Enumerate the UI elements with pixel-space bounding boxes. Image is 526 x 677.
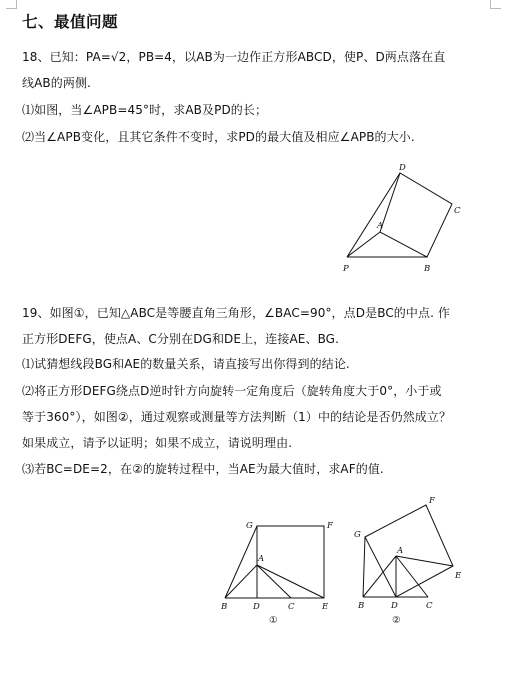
segment-bg (225, 526, 257, 598)
label-a: A (397, 546, 404, 556)
figure-caption-1: ① (269, 615, 278, 626)
square-defg (257, 526, 324, 598)
problem19-figure-2 (346, 492, 471, 630)
label-c: C (288, 602, 295, 612)
label-e: E (455, 571, 462, 581)
label-b: B (358, 601, 365, 611)
segment-pd (347, 173, 400, 257)
segment-ba (225, 565, 257, 598)
problem19-part1: ⑴试猜想线段BG和AE的数量关系，请直接写出你得到的结论. (22, 357, 350, 371)
label-d: D (399, 163, 406, 173)
problem18-part1: ⑴如图，当∠APB=45°时，求AB及PD的长； (22, 103, 268, 117)
problem19-part2-line-2: 等于360°），如图②，通过观察或测量等方法判断（1）中的结论是否仍然成立？ (22, 410, 452, 424)
segment-ac (257, 565, 291, 598)
segment-ae (396, 556, 453, 566)
label-c: C (426, 601, 433, 611)
figure-caption-2: ② (392, 615, 401, 626)
problem18-line-1: 18、已知：PA=√2，PB=4，以AB为一边作正方形ABCD，使P、D两点落在直 (22, 50, 446, 64)
label-d: D (391, 601, 398, 611)
problem19-part2-line-3: 如果成立，请予以证明；如果不成立，请说明理由. (22, 436, 293, 450)
problem19-line-1: 19、如图①，已知△ABC是等腰直角三角形，∠BAC=90°，点D是BC的中点. 作 (22, 306, 451, 320)
problem19-figure-1 (212, 515, 342, 630)
label-b: B (424, 264, 431, 274)
square-defg-rotated (365, 505, 453, 597)
page-corner-mark-left (6, 0, 17, 9)
page-corner-mark-right (490, 0, 501, 9)
square-abcd (380, 173, 452, 257)
segment-bg (363, 537, 365, 597)
segment-ba (363, 556, 396, 597)
segment-ae (257, 565, 324, 598)
label-b: B (221, 602, 228, 612)
problem18-part2: ⑵当∠APB变化，且其它条件不变时，求PD的最大值及相应∠APB的大小. (22, 130, 415, 144)
label-g: G (246, 521, 253, 531)
label-e: E (322, 602, 329, 612)
label-c: C (454, 206, 461, 216)
section-heading: 七、最值问题 (22, 13, 119, 31)
problem19-part2-line-1: ⑵将正方形DEFG绕点D逆时针方向旋转一定角度后（旋转角度大于0°，小于或 (22, 384, 442, 398)
problem18-figure (330, 160, 470, 280)
problem19-line-2: 正方形DEFG，使点A、C分别在DG和DE上，连接AE、BG. (22, 332, 339, 346)
segment-ac (396, 556, 428, 597)
segment-pa (347, 232, 380, 257)
problem19-part3: ⑶若BC=DE=2，在②的旋转过程中，当AE为最大值时，求AF的值. (22, 462, 384, 476)
label-a: A (258, 554, 265, 564)
label-a: A (377, 221, 384, 231)
label-g: G (354, 530, 361, 540)
label-f: F (429, 496, 435, 506)
problem18-line-2: 线AB的两侧. (22, 76, 91, 90)
label-f: F (327, 521, 333, 531)
label-p: P (343, 264, 349, 274)
label-d: D (253, 602, 260, 612)
